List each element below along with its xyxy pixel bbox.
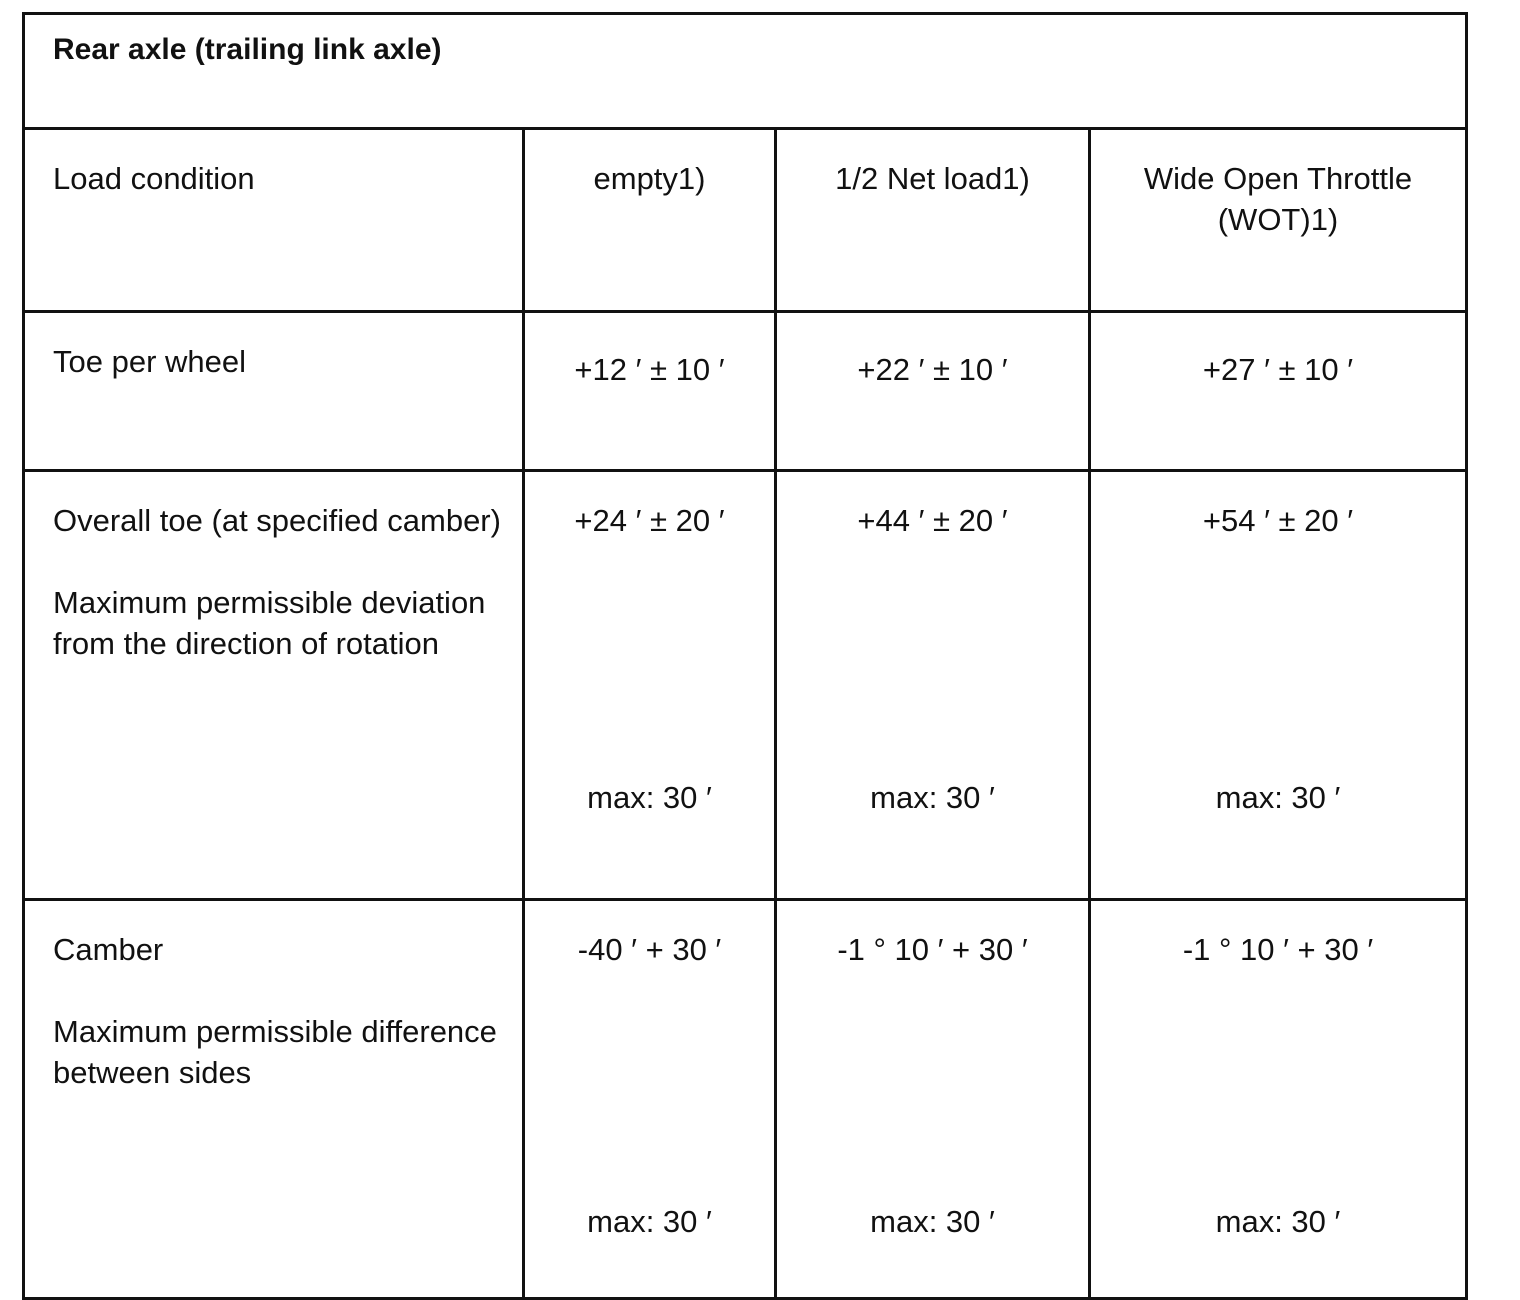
camber-max-empty: max: 30 ′ bbox=[587, 1204, 712, 1239]
overall-toe-half-load-cell bbox=[776, 471, 1090, 900]
overall-toe-empty: +24 ′ ± 20 ′ bbox=[574, 503, 725, 538]
overall-toe-label-cell bbox=[24, 471, 524, 900]
camber-label-cell bbox=[24, 900, 524, 1299]
column-header-empty: empty1) bbox=[524, 129, 776, 312]
load-condition-row bbox=[24, 129, 1467, 312]
overall-toe-label: Overall toe (at specified camber) bbox=[53, 503, 501, 538]
camber-max-half-load: max: 30 ′ bbox=[870, 1204, 995, 1239]
overall-toe-max-half-load: max: 30 ′ bbox=[870, 780, 995, 815]
toe-per-wheel-label: Toe per wheel bbox=[24, 312, 524, 471]
camber-empty-cell bbox=[524, 900, 776, 1299]
camber-wot: -1 ° 10 ′ + 30 ′ bbox=[1182, 932, 1374, 967]
rear-axle-spec-table bbox=[22, 12, 1468, 1300]
table-title-row bbox=[24, 14, 1467, 129]
toe-per-wheel-half-load: +22 ′ ± 10 ′ bbox=[776, 312, 1090, 471]
overall-toe-wot: +54 ′ ± 20 ′ bbox=[1202, 503, 1354, 538]
toe-per-wheel-wot: +27 ′ ± 10 ′ bbox=[1090, 312, 1467, 471]
camber-max-wot: max: 30 ′ bbox=[1215, 1204, 1341, 1239]
camber-wot-cell bbox=[1090, 900, 1467, 1299]
overall-toe-half-load: +44 ′ ± 20 ′ bbox=[857, 503, 1008, 538]
overall-toe-row bbox=[24, 471, 1467, 900]
overall-toe-sublabel: Maximum permissible deviation from the direction of rotation bbox=[53, 585, 486, 661]
toe-per-wheel-row bbox=[24, 312, 1467, 471]
camber-half-load: -1 ° 10 ′ + 30 ′ bbox=[837, 932, 1028, 967]
camber-half-load-cell bbox=[776, 900, 1090, 1299]
camber-empty: -40 ′ + 30 ′ bbox=[577, 932, 722, 967]
camber-row bbox=[24, 900, 1467, 1299]
load-condition-label: Load condition bbox=[24, 129, 524, 312]
toe-per-wheel-empty: +12 ′ ± 10 ′ bbox=[524, 312, 776, 471]
overall-toe-wot-cell bbox=[1090, 471, 1467, 900]
camber-sublabel: Maximum permissible difference between sides bbox=[53, 1014, 497, 1090]
overall-toe-empty-cell bbox=[524, 471, 776, 900]
column-header-wot: Wide Open Throttle (WOT)1) bbox=[1090, 129, 1467, 312]
table-title: Rear axle (trailing link axle) bbox=[24, 14, 1467, 129]
overall-toe-max-empty: max: 30 ′ bbox=[587, 780, 712, 815]
overall-toe-max-wot: max: 30 ′ bbox=[1215, 780, 1341, 815]
column-header-half-net-load: 1/2 Net load1) bbox=[776, 129, 1090, 312]
camber-label: Camber bbox=[53, 932, 164, 967]
